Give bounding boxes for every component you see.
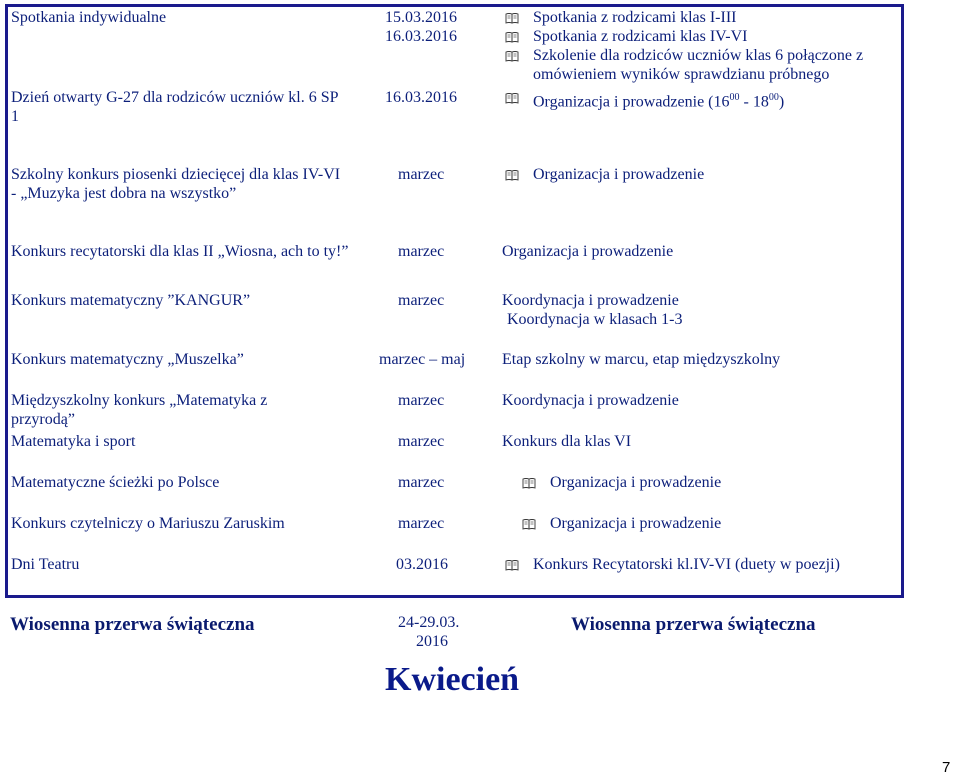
break-left: Wiosenna przerwa świąteczna bbox=[10, 614, 255, 635]
row-item: Koordynacja i prowadzenie bbox=[502, 292, 679, 309]
row-title: Konkurs matematyczny „Muszelka” bbox=[11, 351, 244, 368]
row-item: Organizacja i prowadzenie bbox=[550, 474, 722, 491]
row-item: Koordynacja w klasach 1-3 bbox=[507, 311, 683, 328]
row-item: Szkolenie dla rodziców uczniów klas 6 połączone z bbox=[533, 47, 864, 64]
row-date: 15.03.2016 16.03.2016 bbox=[385, 9, 457, 45]
row-item: Koordynacja i prowadzenie bbox=[502, 392, 679, 409]
break-date: 24-29.03. bbox=[398, 614, 460, 631]
open-book-icon bbox=[505, 12, 519, 24]
open-book-icon bbox=[522, 518, 536, 530]
open-book-icon bbox=[505, 50, 519, 62]
open-book-icon bbox=[505, 92, 519, 104]
break-right: Wiosenna przerwa świąteczna bbox=[571, 614, 816, 635]
row-item: Organizacja i prowadzenie bbox=[533, 166, 705, 183]
row-item: Konkurs dla klas VI bbox=[502, 433, 632, 450]
row-date: marzec bbox=[398, 166, 445, 183]
open-book-icon bbox=[505, 169, 519, 181]
row-item: Organizacja i prowadzenie $(16^{00} - 18^{00})$ bbox=[533, 92, 785, 111]
row-title: Matematyczne ścieżki po Polsce bbox=[11, 474, 220, 491]
row-date: marzec bbox=[398, 243, 445, 260]
row-item: Spotkania z rodzicami klas I-III bbox=[533, 9, 737, 26]
row-date: marzec bbox=[398, 474, 445, 491]
row-title: Dni Teatru bbox=[11, 556, 80, 573]
row-item: Organizacja i prowadzenie bbox=[502, 243, 674, 260]
row-date: marzec bbox=[398, 433, 445, 450]
page-number: 7 bbox=[942, 759, 951, 776]
row-title: Międzyszkolny konkurs „Matematyka z przyrodą” bbox=[11, 392, 268, 428]
month-heading: Kwiecień bbox=[385, 661, 520, 698]
open-book-icon bbox=[522, 477, 536, 489]
row-item: Konkurs Recytatorski kl.IV-VI (duety w poezji) bbox=[533, 556, 840, 573]
row-title: Konkurs matematyczny ”KANGUR” bbox=[11, 292, 251, 309]
row-item: Organizacja i prowadzenie bbox=[550, 515, 722, 532]
open-book-icon bbox=[505, 31, 519, 43]
row-date: 03.2016 bbox=[396, 556, 448, 573]
row-title: Konkurs recytatorski dla klas II „Wiosna, ach to ty!” bbox=[11, 243, 349, 260]
open-book-icon bbox=[505, 559, 519, 571]
row-title: Spotkania indywidualne bbox=[11, 9, 167, 26]
row-date: marzec bbox=[398, 515, 445, 532]
row-date: 16.03.2016 bbox=[385, 89, 457, 106]
row-item: Etap szkolny w marcu, etap międzyszkolny bbox=[502, 351, 781, 368]
row-date: marzec – maj bbox=[379, 351, 466, 368]
row-title: Szkolny konkurs piosenki dziecięcej dla klas IV-VI - „Muzyka jest dobra na wszystko” bbox=[11, 166, 341, 202]
row-date: marzec bbox=[398, 392, 445, 409]
row-date: marzec bbox=[398, 292, 445, 309]
row-title: Dzień otwarty G-27 dla rodziców uczniów kl. 6 SP 1 bbox=[11, 89, 338, 125]
row-title: Matematyka i sport bbox=[11, 433, 136, 450]
break-date: 2016 bbox=[416, 633, 448, 650]
row-item: Spotkania z rodzicami klas IV-VI bbox=[533, 28, 748, 45]
row-item: omówieniem wyników sprawdzianu próbnego bbox=[533, 66, 830, 83]
row-title: Konkurs czytelniczy o Mariuszu Zaruskim bbox=[11, 515, 285, 532]
